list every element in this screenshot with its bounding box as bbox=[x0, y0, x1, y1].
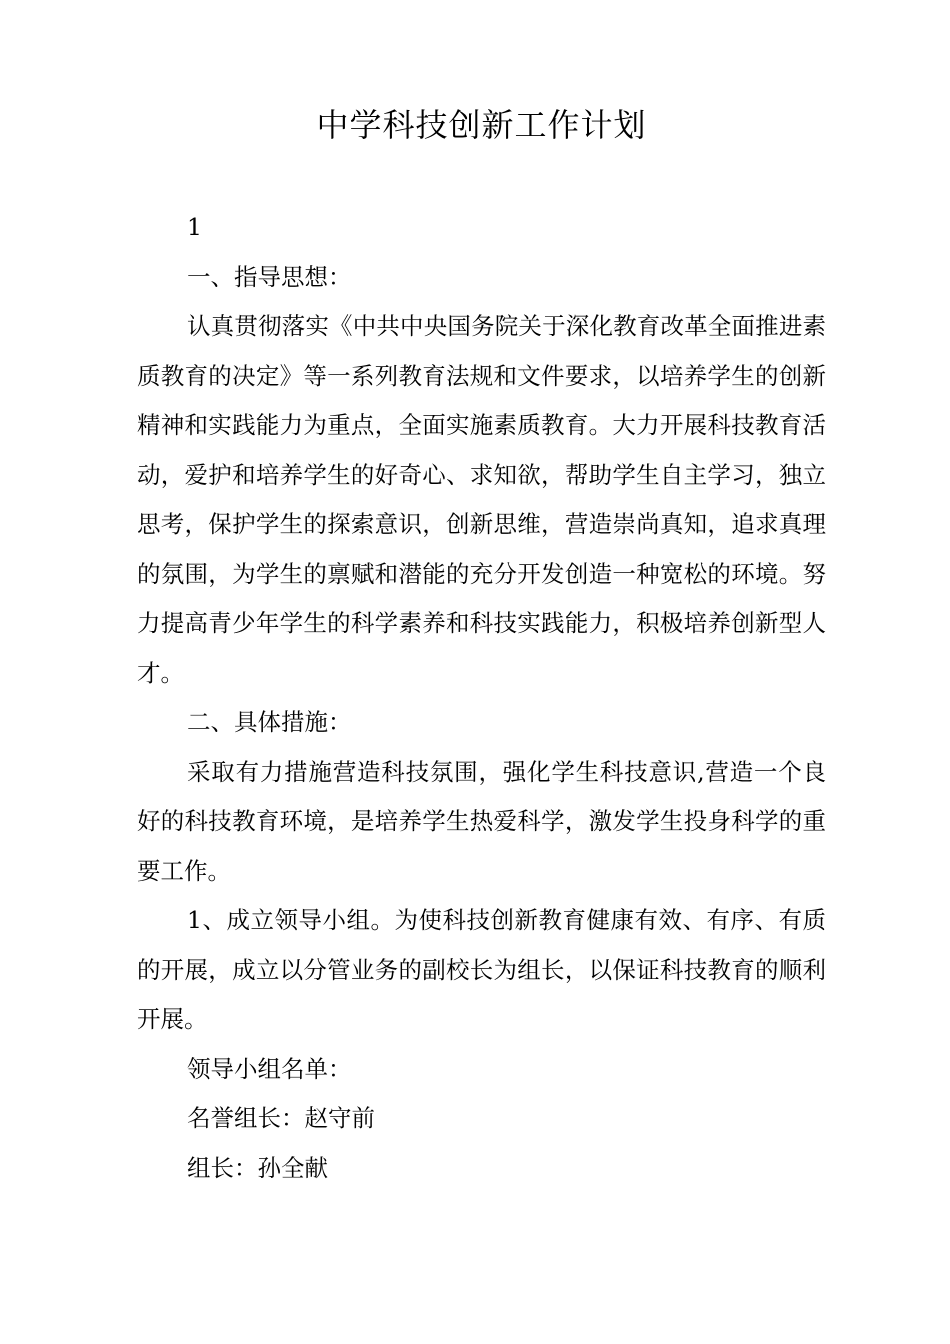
page-number-marker: 1 bbox=[187, 213, 202, 241]
paragraph-measures-intro: 采取有力措施营造科技氛围，强化学生科技意识,营造一个良好的科技教育环境，是培养学生热爱科学，激发学生投身科学的重要工作。 bbox=[137, 757, 826, 885]
paragraph-leadership-group: 1、成立领导小组。为使科技创新教育健康有效、有序、有质的开展，成立以分管业务的副校长为组长，以保证科技教育的顺利开展。 bbox=[137, 906, 826, 1033]
paragraph-guiding-ideology: 认真贯彻落实《中共中央国务院关于深化教育改革全面推进素质教育的决定》等一系列教育法规和文件要求，以培养学生的创新精神和实践能力为重点，全面实施素质教育。大力开展科技教育活动，爱护和培养学生的好奇心、求知欲，帮助学生自主学习，独立思考，保护学生的探索意识，创新思维，营造崇尚真知，追求真理的氛围，为学生的禀赋和潜能的充分开发创造一种宽松的环境。努力提高青少年学生的科学素养和科技实践能力，积极培养创新型人才。 bbox=[137, 312, 826, 687]
section-heading-specific-measures: 二、具体措施： bbox=[187, 708, 352, 736]
group-leader-line: 组长：孙全献 bbox=[187, 1153, 328, 1182]
document-body bbox=[137, 203, 826, 1193]
honorary-leader-line: 名誉组长：赵守前 bbox=[187, 1104, 375, 1132]
section-heading-guiding-ideology: 一、指导思想： bbox=[187, 262, 352, 291]
document-title: 中学科技创新工作计划 bbox=[316, 106, 647, 144]
leadership-list-heading: 领导小组名单： bbox=[187, 1054, 352, 1083]
